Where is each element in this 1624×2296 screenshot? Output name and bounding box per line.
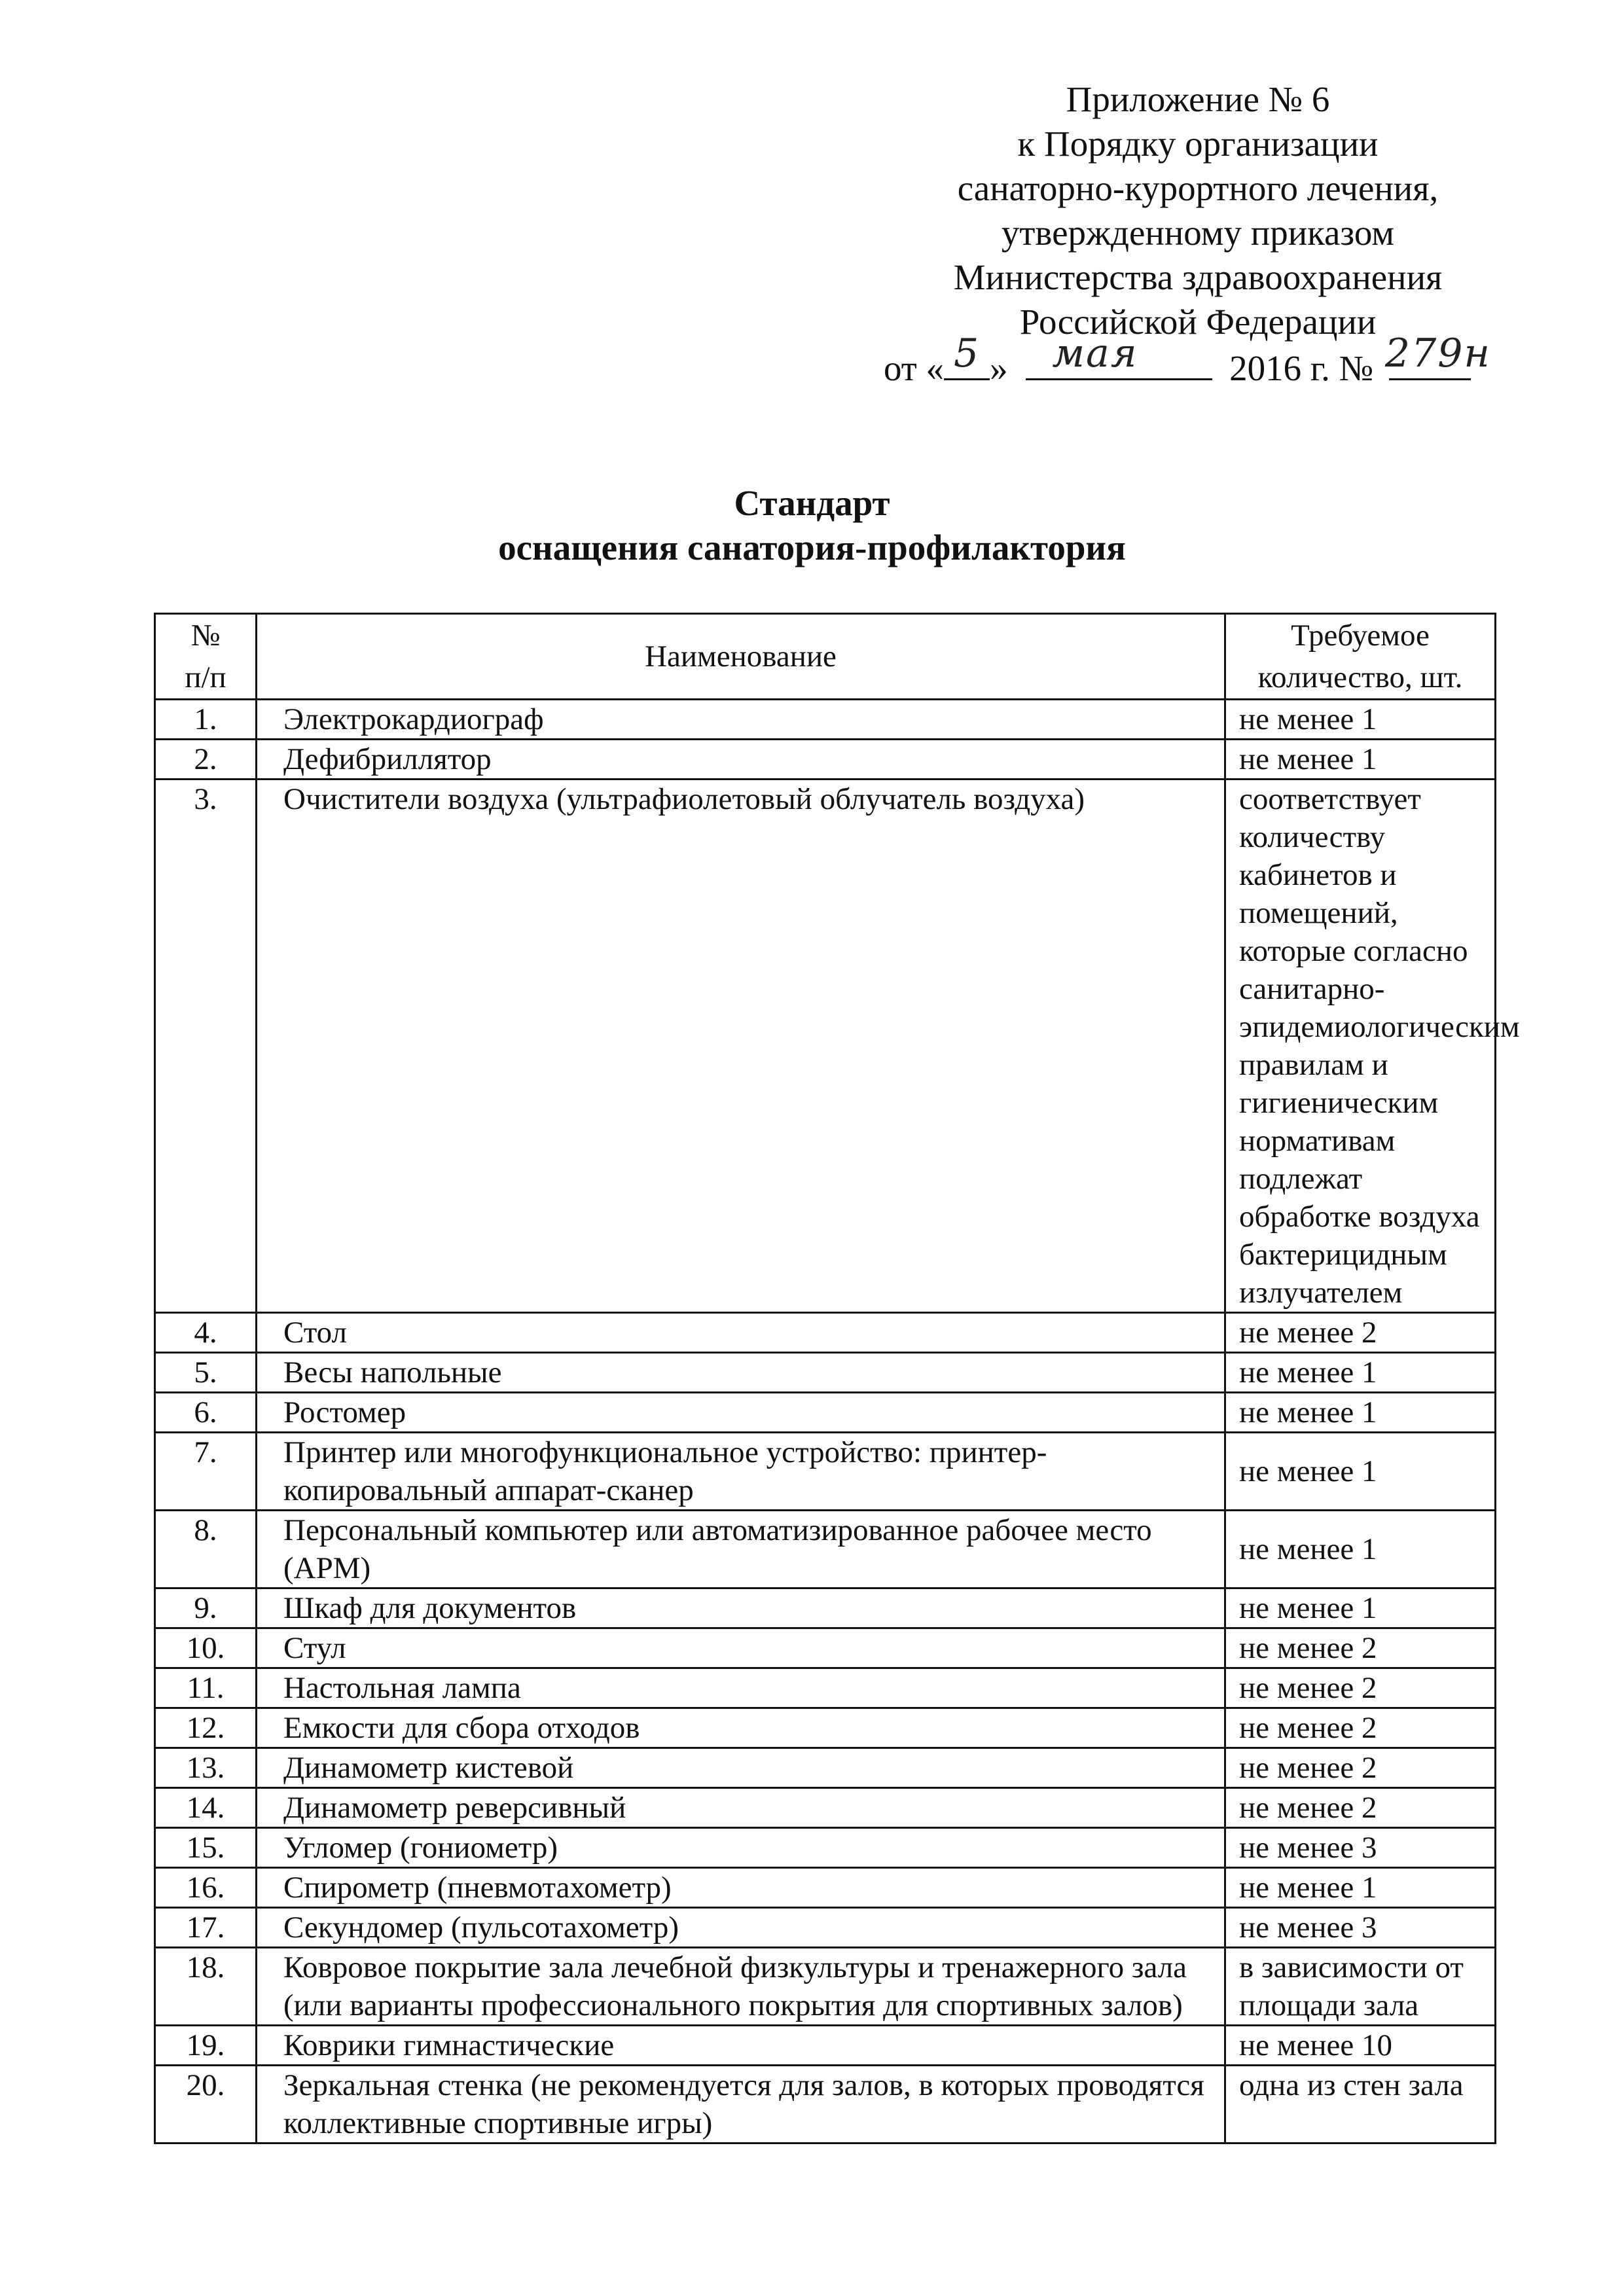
- table-row: [155, 1433, 1496, 1511]
- table-row: [155, 2066, 1496, 2144]
- table-row: [155, 1353, 1496, 1393]
- row-number: 15.: [155, 1828, 257, 1868]
- row-quantity: не менее 2: [1225, 1748, 1496, 1788]
- row-quantity: не менее 2: [1225, 1313, 1496, 1353]
- table-row: [155, 1948, 1496, 2026]
- row-quantity: в зависимости от площади зала: [1225, 1948, 1496, 2026]
- row-name: Угломер (гониометр): [257, 1828, 1225, 1868]
- appendix-line: Приложение № 6: [1066, 79, 1330, 119]
- table-row: [155, 1511, 1496, 1588]
- date-day-handwritten: 5: [953, 331, 981, 376]
- table-header-row: [155, 614, 1496, 700]
- table-row: [155, 780, 1496, 1313]
- row-quantity: соответствует количеству кабинетов и помещений, которые согласно санитарно-эпидемиологическим правилам и гигиеническим нормативам подлежат обработке воздуха бактерицидным излучателем: [1225, 780, 1496, 1313]
- row-number: 14.: [155, 1788, 257, 1828]
- row-name: Дефибриллятор: [257, 740, 1225, 780]
- date-prefix: от «: [884, 348, 945, 388]
- row-quantity: не менее 1: [1225, 1433, 1496, 1511]
- appendix-line: утвержденному приказом: [1001, 213, 1395, 253]
- title-line-2: оснащения санатория-профилактория: [498, 528, 1126, 567]
- date-year: 2016 г. №: [1229, 348, 1374, 388]
- row-number: 6.: [155, 1393, 257, 1433]
- equipment-table: [154, 613, 1520, 2144]
- row-name: Спирометр (пневмотахометр): [257, 1868, 1225, 1908]
- row-quantity: не менее 3: [1225, 1908, 1496, 1948]
- row-number: 16.: [155, 1868, 257, 1908]
- row-number: 19.: [155, 2026, 257, 2066]
- table-row: [155, 1588, 1496, 1628]
- table-row: [155, 1748, 1496, 1788]
- appendix-line: Российской Федерации: [1019, 302, 1377, 342]
- row-quantity: не менее 1: [1225, 700, 1496, 740]
- appendix-line: Министерства здравоохранения: [953, 257, 1443, 297]
- row-number: 12.: [155, 1708, 257, 1748]
- row-quantity: не менее 3: [1225, 1828, 1496, 1868]
- row-quantity: не менее 2: [1225, 1668, 1496, 1708]
- order-number-handwritten: 279н: [1384, 331, 1491, 376]
- order-number-blank: [1384, 331, 1491, 380]
- row-name: Динамометр кистевой: [257, 1748, 1225, 1788]
- table-row: [155, 1668, 1496, 1708]
- table-row: [155, 1313, 1496, 1353]
- row-quantity: не менее 1: [1225, 1353, 1496, 1393]
- table-row: [155, 1828, 1496, 1868]
- row-number: 11.: [155, 1668, 257, 1708]
- table-row: [155, 1393, 1496, 1433]
- row-number: 1.: [155, 700, 257, 740]
- row-number: 7.: [155, 1433, 257, 1511]
- table-row: [155, 1908, 1496, 1948]
- row-quantity: не менее 1: [1225, 1868, 1496, 1908]
- row-number: 2.: [155, 740, 257, 780]
- date-month-blank: [1026, 331, 1212, 380]
- date-quote-close: »: [990, 348, 1008, 388]
- row-quantity: не менее 1: [1225, 1393, 1496, 1433]
- row-name: Настольная лампа: [257, 1668, 1225, 1708]
- table-row: [155, 700, 1496, 740]
- document-title: [0, 481, 1624, 570]
- row-number: 18.: [155, 1948, 257, 2026]
- header-qty: [1225, 614, 1496, 700]
- row-name: Электрокардиограф: [257, 700, 1225, 740]
- row-quantity: не менее 1: [1225, 740, 1496, 780]
- row-quantity: одна из стен зала: [1225, 2066, 1496, 2144]
- row-quantity: не менее 1: [1225, 1511, 1496, 1588]
- row-number: 10.: [155, 1628, 257, 1668]
- row-name: Ростомер: [257, 1393, 1225, 1433]
- row-quantity: не менее 2: [1225, 1628, 1496, 1668]
- date-day-blank: [944, 331, 990, 380]
- row-name: Очистители воздуха (ультрафиолетовый облучатель воздуха): [257, 780, 1225, 1313]
- row-name: Стол: [257, 1313, 1225, 1353]
- table-row: [155, 1628, 1496, 1668]
- row-number: 20.: [155, 2066, 257, 2144]
- row-name: Емкости для сбора отходов: [257, 1708, 1225, 1748]
- row-name: Принтер или многофункциональное устройство: принтер-копировальный аппарат-сканер: [257, 1433, 1225, 1511]
- row-number: 9.: [155, 1588, 257, 1628]
- row-name: Весы напольные: [257, 1353, 1225, 1393]
- row-number: 3.: [155, 780, 257, 1313]
- table-row: [155, 1708, 1496, 1748]
- row-quantity: не менее 2: [1225, 1708, 1496, 1748]
- header-name: Наименование: [257, 614, 1225, 700]
- row-name: Шкаф для документов: [257, 1588, 1225, 1628]
- title-line-1: Стандарт: [734, 483, 890, 523]
- row-number: 13.: [155, 1748, 257, 1788]
- row-name: Коврики гимнастические: [257, 2026, 1225, 2066]
- row-number: 8.: [155, 1511, 257, 1588]
- row-name: Секундомер (пульсотахометр): [257, 1908, 1225, 1948]
- table-row: [155, 740, 1496, 780]
- header-num: [155, 614, 257, 700]
- row-name: Зеркальная стенка (не рекомендуется для залов, в которых проводятся коллективные спортивные игры): [257, 2066, 1225, 2144]
- row-name: Динамометр реверсивный: [257, 1788, 1225, 1828]
- row-quantity: не менее 2: [1225, 1788, 1496, 1828]
- header-qty-line: количество, шт.: [1257, 660, 1463, 694]
- row-number: 5.: [155, 1353, 257, 1393]
- row-number: 4.: [155, 1313, 257, 1353]
- table-row: [155, 1788, 1496, 1828]
- row-name: Ковровое покрытие зала лечебной физкультуры и тренажерного зала (или варианты профессионального покрытия для спортивных залов): [257, 1948, 1225, 2026]
- row-name: Стул: [257, 1628, 1225, 1668]
- table-row: [155, 1868, 1496, 1908]
- row-number: 17.: [155, 1908, 257, 1948]
- header-num-line: №: [190, 619, 221, 653]
- header-qty-line: Требуемое: [1291, 619, 1430, 653]
- date-month-handwritten: мая: [1052, 331, 1138, 376]
- appendix-header: [851, 77, 1545, 344]
- row-quantity: не менее 10: [1225, 2026, 1496, 2066]
- order-date-line: [884, 331, 1491, 391]
- appendix-line: к Порядку организации: [1017, 124, 1379, 164]
- appendix-line: санаторно-курортного лечения,: [957, 168, 1439, 208]
- header-num-line: п/п: [185, 660, 226, 694]
- row-quantity: не менее 1: [1225, 1588, 1496, 1628]
- table-row: [155, 2026, 1496, 2066]
- row-name: Персональный компьютер или автоматизированное рабочее место (АРМ): [257, 1511, 1225, 1588]
